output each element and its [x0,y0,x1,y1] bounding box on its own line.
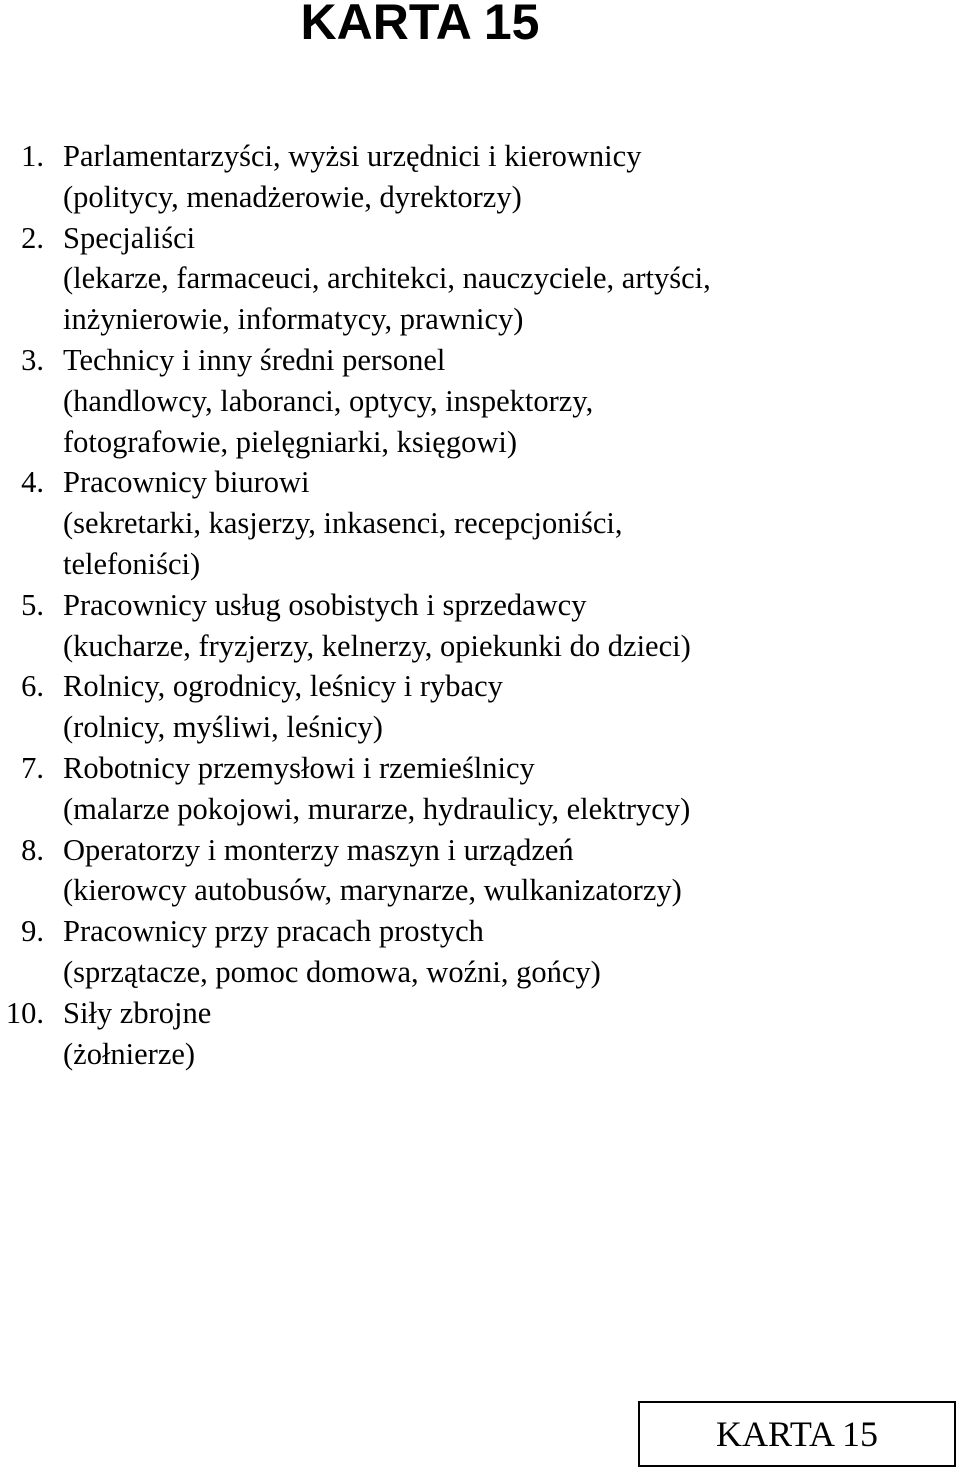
item-description: (politycy, menadżerowie, dyrektorzy) [63,179,522,214]
item-description: (malarze pokojowi, murarze, hydraulicy, elektrycy) [63,791,691,826]
list-item [0,748,940,830]
item-name: Pracownicy biurowi [63,465,310,500]
item-description: (handlowcy, laboranci, optycy, inspektorzy, [63,383,594,418]
item-description: inżynierowie, informatycy, prawnicy) [63,302,524,337]
item-number: 1. [21,139,44,173]
item-description: fotografowie, pielęgniarki, księgowi) [63,424,517,459]
item-number: 9. [21,914,44,949]
item-description: (kucharze, fryzjerzy, kelnerzy, opiekunki do dzieci) [63,628,691,663]
item-description: (kierowcy autobusów, marynarze, wulkanizatorzy) [63,873,682,908]
item-number: 7. [21,750,44,785]
item-description: (sekretarki, kasjerzy, inkasenci, recepcjoniści, [63,506,623,541]
item-number: 5. [21,587,44,622]
item-name: Specjaliści [63,220,196,255]
item-number: 3. [21,342,44,377]
item-number: 10. [5,995,44,1030]
item-name: Pracownicy usług osobistych i sprzedawcy [63,587,587,622]
item-description: telefoniści) [63,546,201,581]
card-label-box [638,1401,956,1467]
list-item [0,666,940,748]
occupation-list [0,136,940,1074]
list-item [0,911,940,993]
list-item [0,585,940,667]
item-description: (lekarze, farmaceuci, architekci, nauczyciele, artyści, [63,261,711,296]
page-title: KARTA 15 [300,0,540,50]
list-item [0,136,940,218]
item-name: Robotnicy przemysłowi i rzemieślnicy [63,750,535,785]
item-name: Siły zbrojne [63,995,212,1030]
list-item [0,462,940,584]
item-name: Operatorzy i monterzy maszyn i urządzeń [63,832,574,867]
item-number: 4. [21,465,44,500]
list-item [0,993,940,1075]
item-description: (rolnicy, myśliwi, leśnicy) [63,710,383,745]
list-item [0,340,940,462]
item-name: Rolnicy, ogrodnicy, leśnicy i rybacy [63,669,503,704]
item-number: 6. [21,669,44,704]
item-description: (sprzątacze, pomoc domowa, woźni, gońcy) [63,954,601,989]
card-label: KARTA 15 [716,1414,878,1454]
item-description: (żołnierze) [63,1036,196,1071]
list-item [0,218,940,340]
item-name: Parlamentarzyści, wyżsi urzędnici i kierownicy [63,139,642,173]
item-number: 8. [21,832,44,867]
item-name: Technicy i inny średni personel [63,342,446,377]
item-number: 2. [21,220,44,255]
item-name: Pracownicy przy pracach prostych [63,914,484,949]
list-item [0,830,940,912]
